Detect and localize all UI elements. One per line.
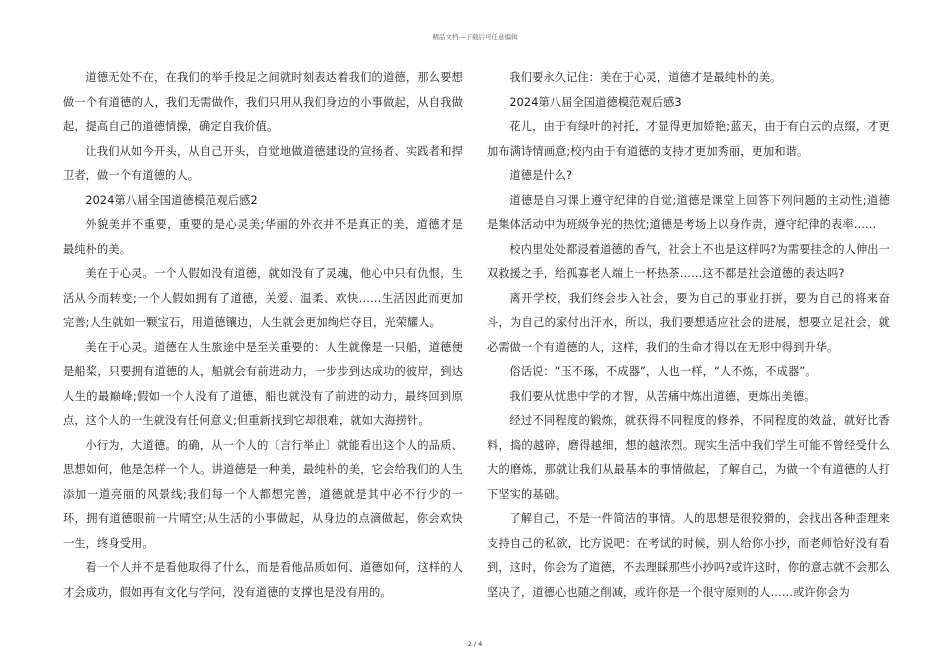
paragraph: 花儿，由于有绿叶的衬托，才显得更加娇艳;蓝天，由于有白云的点缀，才更加布满诗情画意;校内由于有道德的支持才更加秀丽，更加和谐。 [487, 120, 890, 158]
paragraph: 我们要永久记住：美在于心灵，道德才是最纯朴的美。 [509, 71, 782, 84]
paragraph: 小行为，大道德。的确，从一个人的〔言行举止〕就能看出这个人的品质、思想如何，他是怎样一个人。讲道德是一种美，最纯朴的美，它会给我们的人生添加一道亮丽的风景线;我们每一个人都想完善，道德就是其中必不行少的一环，拥有道德眼前一片晴空;从生活的小事做起，从身边的点滴做起，你会欢快一生，终身受用。 [63, 438, 463, 550]
page-header: 精品文档---下载后可任意编辑 [432, 33, 518, 41]
right-column [487, 66, 890, 605]
paragraph: 道德是自习课上遵守纪律的自觉;道德是课堂上回答下列问题的主动性;道德是集体活动中为班级争光的热忱;道德是考场上以身作责，遵守纪律的表率…… [487, 193, 890, 231]
paragraph: 俗话说：“玉不琢，不成器”，人也一样，“人不炼，不成器”。 [509, 365, 817, 378]
section-heading: 2024第八届全国道德模范观后感3 [509, 95, 682, 109]
paragraph: 道德是什么? [509, 169, 573, 182]
page-number: 2 / 4 [467, 640, 483, 648]
paragraph: 外貌美并不重要，重要的是心灵美;华丽的外衣并不是真正的美，道德才是最纯朴的美。 [63, 218, 463, 256]
paragraph: 校内里处处都浸着道德的香气，社会上不也是这样吗?为需要挂念的人伸出一双救援之手，给孤寡老人端上一杯热茶……这不都是社会道德的表达吗? [487, 242, 890, 280]
paragraph: 了解自己，不是一件简洁的事情。人的思想是很狡猾的，会找出各种歪理来支持自己的私欲，比方说吧：在考试的时候，别人给你小抄，而老师恰好没有看到，这时，你会为了道德，不去理睬那些小抄吗?或许这时，你的意志就不会那么坚决了，道德心也随之削减，或许你是一个很守原则的人……或许你会为 [487, 512, 890, 599]
paragraph: 让我们从如今开头，从自己开头，自觉地做道德建设的宣扬者、实践者和捍卫者，做一个有道德的人。 [63, 144, 463, 182]
paragraph: 我们要从忧患中学的才智，从苦痛中炼出道德，更炼出美德。 [509, 389, 816, 403]
paragraph: 离开学校，我们终会步入社会，要为自己的事业打拼，要为自己的将来奋斗，为自己的家付出汗水，所以，我们要想适应社会的进展，想要立足社会，就必需做一个有道德的人，这样，我们的生命才得以在无形中得到升华。 [487, 291, 890, 354]
paragraph: 看一个人并不是看他取得了什么，而是看他品质如何、道德如何，这样的人才会成功，假如再有文化与学问，没有道德的支撑也是没有用的。 [63, 561, 463, 599]
section-heading: 2024第八届全国道德模范观后感2 [85, 193, 258, 207]
paragraph: 道德无处不在，在我们的举手投足之间就时刻表达着我们的道德，那么要想做一个有道德的人，我们无需做作，我们只用从我们身边的小事做起，从自我做起，提高自己的道德情操，确定自我价值。 [63, 71, 463, 133]
left-column [63, 66, 463, 605]
paragraph: 美在于心灵。道德在人生旅途中是至关重要的：人生就像是一只船，道德便是船桨，只要拥有道德的人，船就会有前进动力，一步步到达成功的彼岸，到达人生的最巅峰;假如一个人没有了道德，船也就没有了前进的动力，最终回到原点，这个人的一生就没有任何意义;但重新找到它却很难，就如大海捞针。 [63, 340, 463, 427]
paragraph: 经过不同程度的锻炼，就获得不同程度的修养，不同程度的效益，就好比香料，捣的越碎，磨得越细，想的越浓烈。现实生活中我们学生可能不曾经受什么大的磨炼，那就让我们从最基本的事情做起，了解自己，为做一个有道德的人打下坚实的基础。 [487, 414, 890, 501]
paragraph: 美在于心灵。一个人假如没有道德，就如没有了灵魂，他心中只有仇恨，生活从今而转变;一个人假如拥有了道德，关爱、温柔、欢快……生活因此而更加完善;人生就如一颗宝石，用道德镶边，人生就会更加绚烂夺目，光荣耀人。 [63, 267, 463, 329]
